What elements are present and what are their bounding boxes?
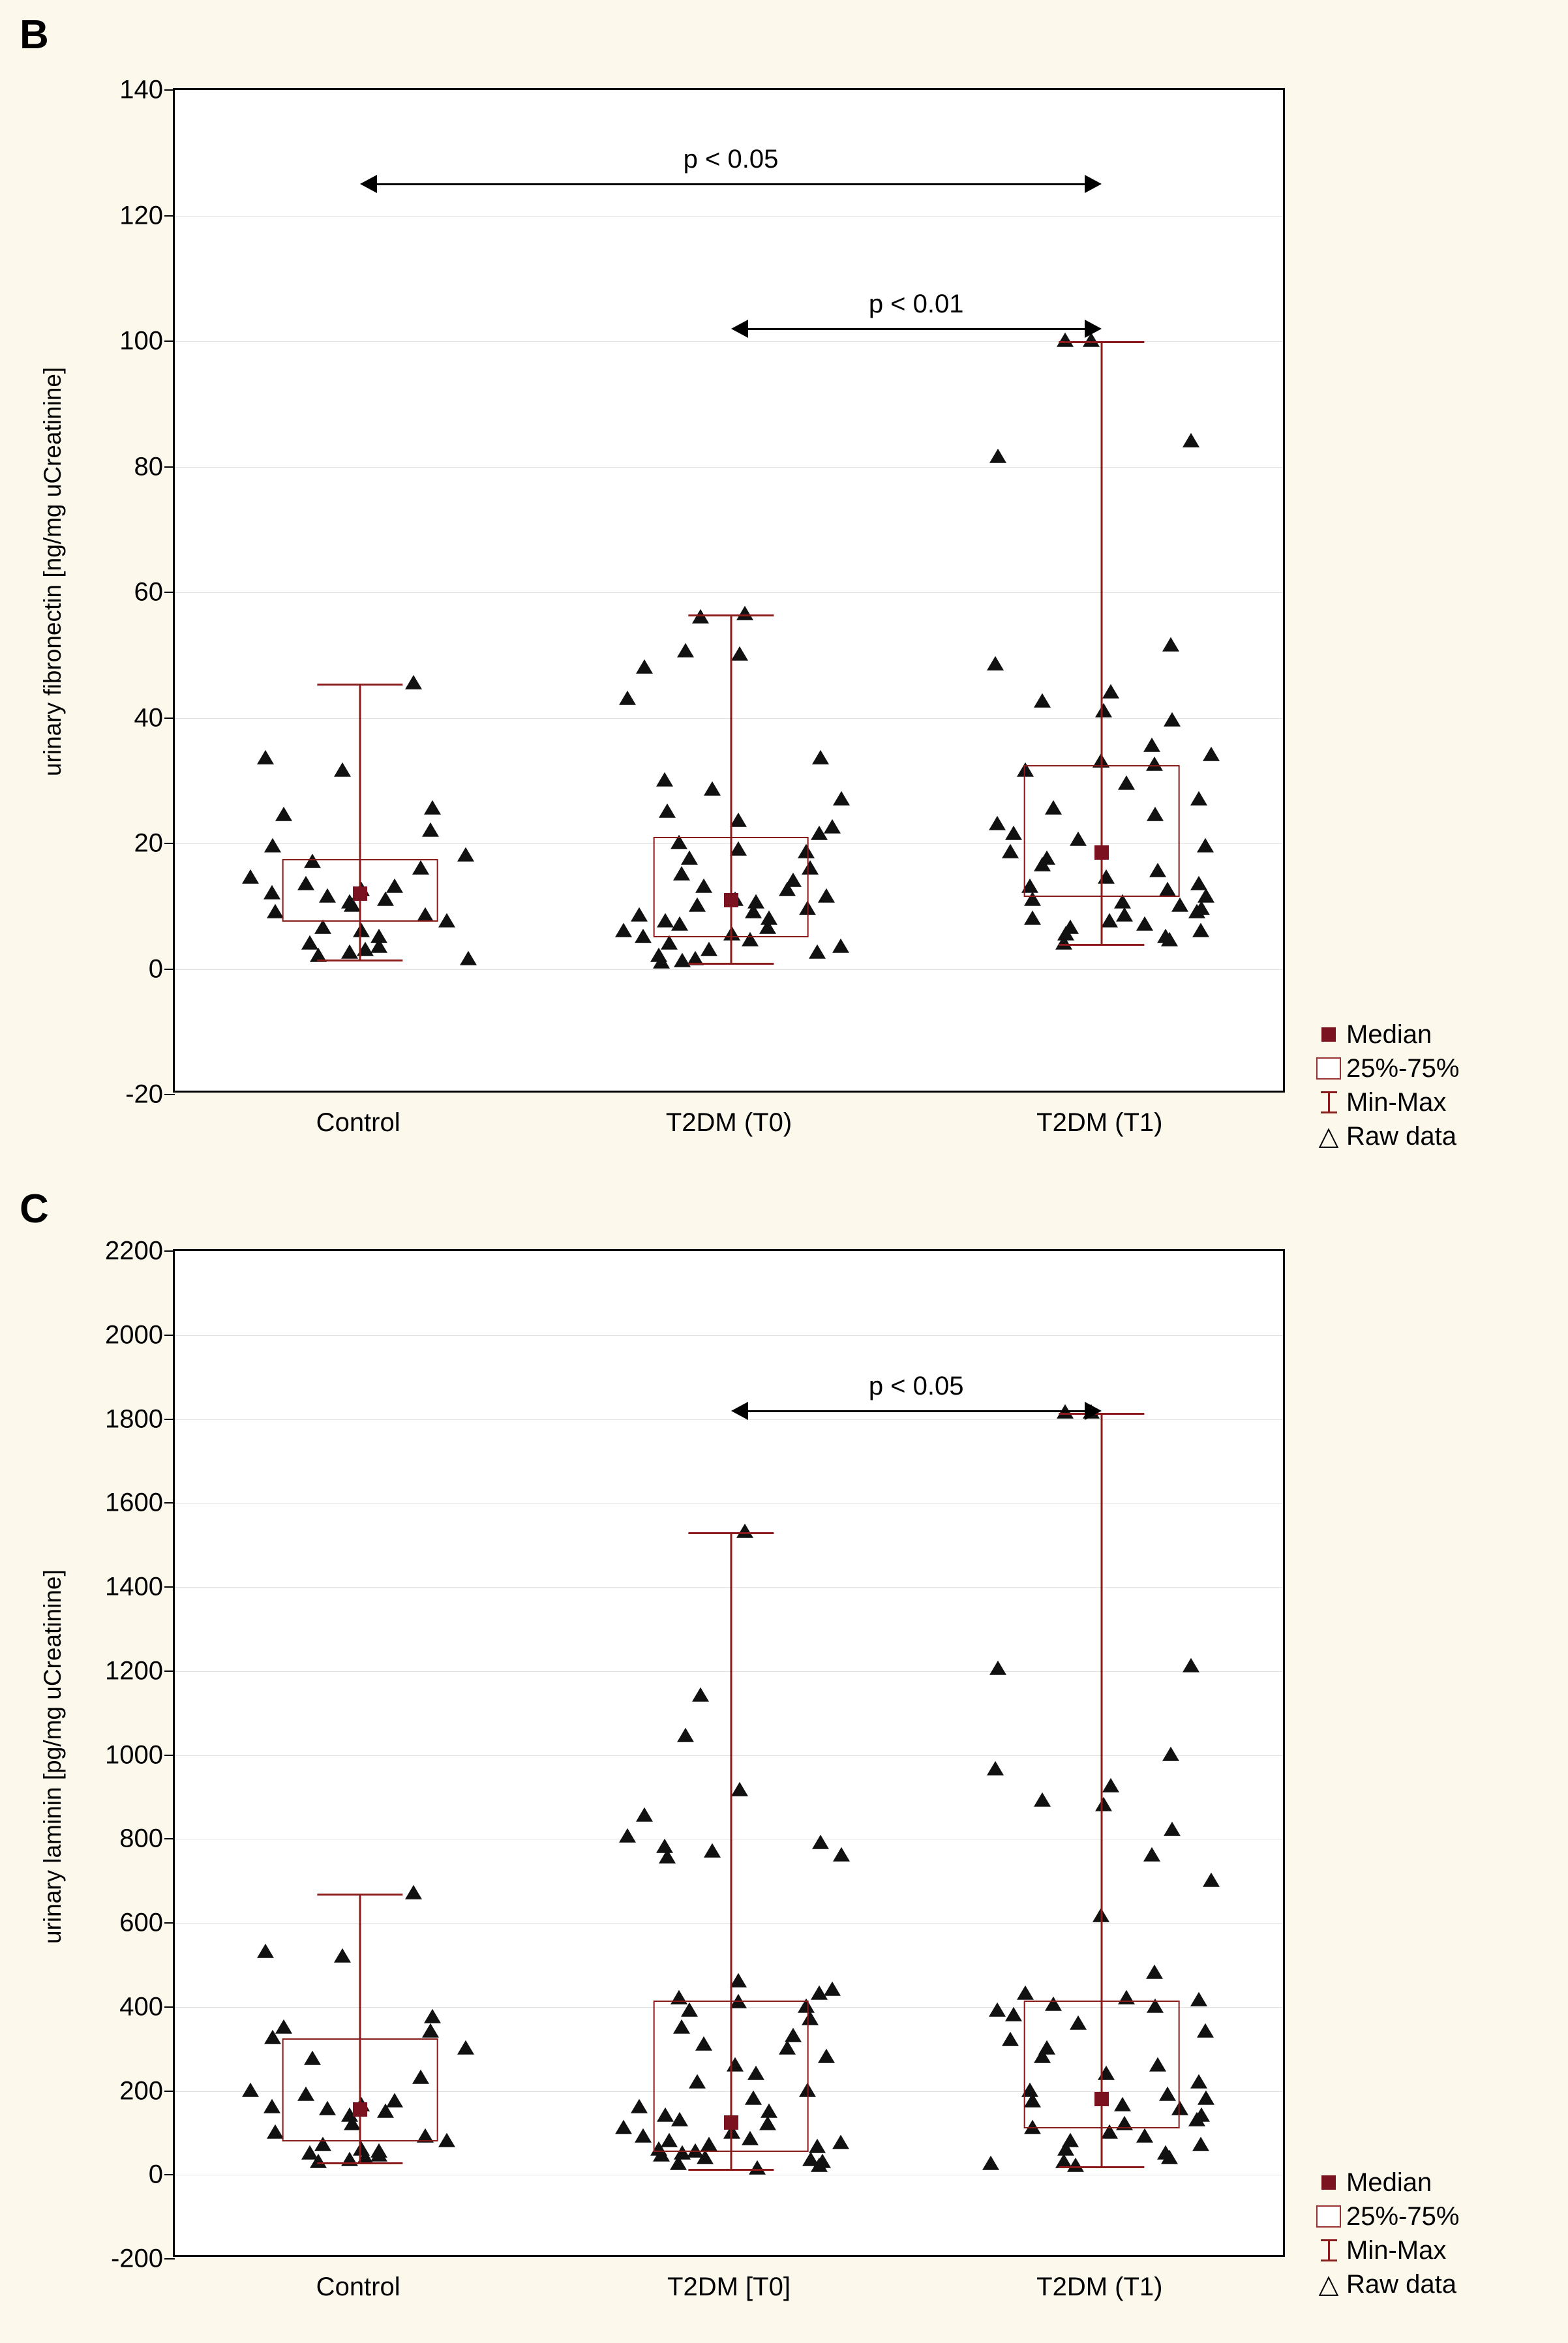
x-axis-tick-label: Control [316, 2273, 400, 2301]
y-axis-tick-label: 600 [119, 1908, 163, 1937]
y-axis-tick-mark [164, 1755, 175, 1756]
box-icon [1311, 2205, 1346, 2228]
y-axis-tick-label: 60 [134, 577, 163, 607]
raw-data-point [1161, 932, 1178, 946]
y-axis-tick-label: 800 [119, 1824, 163, 1853]
raw-data-point [989, 816, 1006, 830]
y-axis-tick-label: 80 [134, 452, 163, 481]
annotation-arrow-right [1085, 320, 1102, 338]
legend-item [1311, 2166, 1459, 2199]
y-axis-tick-label: 40 [134, 703, 163, 732]
y-axis-tick-label: -20 [125, 1080, 163, 1109]
raw-data-point [736, 605, 753, 620]
whisker-cap [1059, 341, 1144, 343]
raw-data-point [619, 690, 636, 704]
legend-label: Median [1346, 2168, 1432, 2197]
raw-data-point [424, 800, 441, 815]
panel-c-plot [105, 1236, 1285, 2301]
panel-c-y-axis-title: urinary laminin [pg/mg uCreatinine] [39, 1569, 66, 1944]
median-marker [1094, 845, 1109, 860]
gridline [175, 1419, 1283, 1420]
whisker-cap [688, 614, 774, 616]
raw-data-point [811, 825, 828, 839]
raw-data-point [1095, 703, 1112, 718]
panel-c-legend [1311, 2166, 1459, 2301]
y-axis-tick-mark [164, 969, 175, 970]
legend-label: Raw data [1346, 2269, 1456, 2299]
raw-data-point [1192, 923, 1209, 937]
raw-data-point [812, 1834, 829, 1849]
annotation-arrow-left [731, 320, 748, 338]
raw-data-point [267, 2124, 284, 2139]
raw-data-point [1190, 791, 1207, 805]
gridline [175, 1587, 1283, 1588]
raw-data-point [1136, 2128, 1153, 2143]
y-axis-tick-label: 1800 [105, 1404, 163, 1433]
y-axis-tick-mark [164, 718, 175, 719]
raw-data-point [704, 1843, 721, 1857]
raw-data-point [818, 888, 835, 903]
raw-data-point [987, 1761, 1004, 1776]
raw-data-point [809, 945, 826, 959]
raw-data-point [1002, 2032, 1019, 2046]
y-axis-tick-label: 1200 [105, 1656, 163, 1685]
min-max-icon [1311, 2239, 1346, 2261]
legend-item [1311, 1051, 1459, 1085]
whisker-cap [318, 2162, 403, 2164]
legend-item [1311, 1018, 1459, 1051]
raw-data-point [1005, 2006, 1022, 2021]
plot-frame [105, 1236, 1285, 2273]
y-axis-tick-mark [164, 466, 175, 468]
gridline [175, 1503, 1283, 1504]
y-axis-tick-mark [164, 1586, 175, 1588]
raw-data-point [631, 907, 648, 921]
raw-data-point [405, 1885, 422, 1899]
raw-data-point [1203, 747, 1220, 761]
y-axis-tick-mark [164, 1250, 175, 1252]
box-iqr [1023, 2001, 1179, 2128]
raw-data-point [670, 2156, 687, 2170]
raw-data-point [1005, 825, 1022, 839]
y-axis-tick-label: -200 [110, 2244, 163, 2273]
raw-data-point [653, 954, 670, 969]
annotation-line [373, 183, 1089, 185]
y-axis-tick-mark [164, 1094, 175, 1095]
raw-data-point [704, 781, 721, 796]
raw-data-point [242, 2082, 259, 2096]
legend-item [1311, 2267, 1459, 2301]
raw-data-point [749, 2160, 766, 2174]
raw-data-point [1101, 913, 1118, 928]
raw-data-point [989, 1660, 1006, 1674]
y-axis-tick-label: 400 [119, 1992, 163, 2021]
y-axis-tick-label: 0 [148, 2160, 163, 2189]
raw-data-point [1171, 898, 1188, 912]
raw-data-point [635, 2128, 652, 2143]
gridline [175, 718, 1283, 719]
panel-b-letter: B [20, 12, 49, 57]
raw-data-point [982, 2156, 999, 2170]
legend-label: Raw data [1346, 1121, 1456, 1151]
raw-data-point [818, 2049, 835, 2063]
y-axis-tick-mark [164, 2006, 175, 2008]
box-iqr [1023, 765, 1179, 897]
x-axis-tick-label: T2DM [T0] [667, 2273, 791, 2301]
significance-annotation [731, 289, 1102, 330]
raw-data-point [457, 2040, 474, 2055]
y-axis-tick-label: 200 [119, 2076, 163, 2105]
gridline [175, 1755, 1283, 1756]
box-iqr [653, 837, 809, 937]
raw-data-point [692, 1687, 709, 1702]
gridline [175, 969, 1283, 970]
raw-data-point [635, 929, 652, 943]
raw-data-point [1197, 838, 1214, 853]
raw-data-point [659, 804, 676, 818]
raw-data-point [310, 2154, 327, 2168]
raw-data-point [832, 939, 849, 953]
raw-data-point [1183, 1658, 1199, 1672]
median-marker [353, 2102, 367, 2117]
annotation-line [744, 328, 1089, 330]
y-axis-tick-mark [164, 1922, 175, 1924]
raw-data-point [989, 2003, 1006, 2017]
raw-data-point [242, 869, 259, 884]
y-axis-tick-label: 100 [119, 326, 163, 355]
y-axis-tick-mark [164, 2258, 175, 2260]
y-axis-tick-mark [164, 89, 175, 91]
y-axis-tick-mark [164, 2174, 175, 2175]
raw-data-point [615, 923, 632, 937]
legend-label: 25%-75% [1346, 2201, 1460, 2231]
raw-data-point [989, 449, 1006, 463]
raw-data-point [674, 953, 691, 967]
gridline [175, 1671, 1283, 1672]
y-axis-tick-mark [164, 215, 175, 217]
raw-data-point [1136, 916, 1153, 931]
box-icon [1311, 1057, 1346, 1080]
whisker-cap [688, 2169, 774, 2171]
panel-b-plot [119, 75, 1285, 1137]
legend-item [1311, 1119, 1459, 1153]
median-square-icon [1311, 2175, 1346, 2190]
whisker-cap [318, 960, 403, 961]
raw-data-point [636, 1807, 653, 1822]
annotation-line [744, 1410, 1089, 1412]
legend-item [1311, 2233, 1459, 2267]
annotation-label: p < 0.05 [868, 1371, 964, 1400]
triangle-icon: △ [1318, 1122, 1339, 1151]
raw-data-point [1143, 1847, 1160, 1862]
raw-data-point [1024, 910, 1041, 924]
gridline [175, 467, 1283, 468]
raw-data-point [341, 945, 358, 959]
y-axis-tick-mark [164, 843, 175, 844]
y-axis-tick-label: 1600 [105, 1488, 163, 1517]
raw-data-point [1188, 2111, 1205, 2126]
x-axis-tick-label: Control [316, 1108, 400, 1137]
annotation-arrow-right [1085, 175, 1102, 193]
legend-label: 25%-75% [1346, 1053, 1460, 1083]
significance-annotation [731, 1371, 1102, 1412]
whisker-cap [318, 684, 403, 686]
raw-data-point [631, 2099, 648, 2113]
raw-data-point [264, 2099, 280, 2113]
annotation-arrow-left [731, 1402, 748, 1420]
raw-data-point [460, 951, 477, 965]
raw-data-point [731, 646, 748, 661]
raw-data-point [659, 1849, 676, 1864]
raw-data-point [811, 2158, 828, 2172]
y-axis-tick-label: 140 [119, 75, 163, 104]
y-axis-tick-label: 20 [134, 828, 163, 858]
raw-data-point [1102, 684, 1119, 699]
raw-data-point [730, 813, 747, 827]
median-marker [724, 893, 738, 907]
triangle-icon: △ [1318, 2270, 1339, 2299]
raw-data-point [615, 2120, 632, 2134]
raw-data-point [438, 913, 455, 928]
raw-data-point [1192, 2137, 1209, 2151]
raw-data-point [1057, 333, 1074, 347]
raw-data-point [334, 763, 351, 777]
panel-b-legend [1311, 1018, 1459, 1153]
legend-item [1311, 2199, 1459, 2233]
raw-data-point [1034, 1792, 1051, 1807]
raw-data-point [833, 1847, 850, 1862]
median-marker [724, 2115, 738, 2130]
whisker-cap [1059, 1413, 1144, 1415]
raw-data-point [1161, 2149, 1178, 2164]
annotation-label: p < 0.05 [683, 145, 779, 174]
raw-data-point [275, 806, 292, 821]
raw-data-point [736, 1524, 753, 1538]
raw-data-point [731, 1782, 748, 1796]
y-axis-tick-mark [164, 1838, 175, 1839]
gridline [175, 592, 1283, 593]
raw-data-point [457, 847, 474, 862]
raw-data-point [677, 1727, 694, 1742]
raw-data-point [438, 2133, 455, 2147]
y-axis-tick-mark [164, 592, 175, 593]
raw-data-point [1183, 433, 1199, 447]
whisker-cap [688, 1532, 774, 1534]
annotation-arrow-right [1085, 1402, 1102, 1420]
panel-c [0, 1174, 1568, 2343]
significance-annotation [360, 145, 1102, 185]
gridline [175, 1923, 1283, 1924]
whisker-cap [318, 1894, 403, 1896]
raw-data-point [257, 1944, 274, 1958]
x-axis-tick-label: T2DM (T0) [665, 1108, 792, 1137]
raw-data-point [812, 750, 829, 764]
y-axis-tick-mark [164, 2091, 175, 2092]
raw-data-point [1143, 738, 1160, 752]
legend-label: Min-Max [1346, 1087, 1447, 1117]
whisker-cap [1059, 2166, 1144, 2168]
y-axis-tick-label: 120 [119, 201, 163, 230]
x-axis-tick-label: T2DM (T1) [1036, 1108, 1163, 1137]
raw-data-point [832, 2135, 849, 2149]
gridline [175, 1335, 1283, 1336]
raw-data-point [1162, 637, 1179, 652]
raw-data-point [1102, 1778, 1119, 1792]
annotation-arrow-left [360, 175, 377, 193]
raw-data-point [422, 823, 439, 837]
legend-label: Median [1346, 1020, 1432, 1049]
raw-data-point [264, 2030, 281, 2044]
y-axis-tick-label: 1400 [105, 1572, 163, 1601]
raw-data-point [1188, 904, 1205, 918]
raw-data-point [1162, 1746, 1179, 1761]
annotation-label: p < 0.01 [868, 289, 964, 318]
panel-b-y-axis-title: urinary fibronectin [ng/mg uCreatinine] [39, 367, 66, 776]
raw-data-point [257, 750, 274, 764]
plot-frame [119, 75, 1285, 1109]
raw-data-point [264, 838, 281, 853]
raw-data-point [424, 2009, 441, 2023]
raw-data-point [1095, 1797, 1112, 1811]
raw-data-point [1198, 2091, 1214, 2105]
y-axis-tick-label: 2200 [105, 1236, 163, 1265]
raw-data-point [1197, 2023, 1214, 2038]
y-axis-tick-label: 0 [148, 954, 163, 983]
raw-data-point [730, 1973, 747, 1988]
raw-data-point [334, 1948, 351, 1962]
raw-data-point [636, 659, 653, 673]
raw-data-point [1190, 2074, 1207, 2088]
raw-data-point [353, 923, 370, 937]
raw-data-point [833, 791, 850, 805]
y-axis-tick-label: 2000 [105, 1320, 163, 1350]
y-axis-tick-mark [164, 340, 175, 342]
x-axis-tick-label: T2DM (T1) [1036, 2273, 1163, 2301]
raw-data-point [1067, 2158, 1084, 2172]
raw-data-point [619, 1828, 636, 1843]
raw-data-point [1002, 844, 1019, 858]
raw-data-point [677, 643, 694, 658]
y-axis-tick-mark [164, 1670, 175, 1672]
raw-data-point [1034, 693, 1051, 708]
raw-data-point [1146, 1965, 1163, 1979]
raw-data-point [267, 904, 284, 918]
y-axis-tick-label: 1000 [105, 1740, 163, 1769]
median-marker [353, 886, 367, 901]
raw-data-point [1116, 907, 1133, 921]
raw-data-point [1190, 1992, 1207, 2006]
box-iqr [282, 2038, 438, 2141]
min-max-icon [1311, 1091, 1346, 1113]
raw-data-point [264, 885, 280, 899]
whisker-cap [1059, 944, 1144, 946]
gridline [175, 216, 1283, 217]
raw-data-point [422, 2023, 439, 2038]
raw-data-point [1164, 712, 1181, 727]
median-square-icon [1311, 1027, 1346, 1042]
y-axis-tick-mark [164, 1335, 175, 1336]
y-axis-tick-mark [164, 1502, 175, 1504]
raw-data-point [656, 772, 673, 787]
raw-data-point [1017, 1986, 1034, 2000]
panel-c-letter: C [20, 1187, 49, 1232]
y-axis-tick-mark [164, 1419, 175, 1420]
median-marker [1094, 2092, 1109, 2106]
raw-data-point [987, 656, 1004, 670]
legend-label: Min-Max [1346, 2235, 1447, 2265]
raw-data-point [1164, 1822, 1181, 1836]
raw-data-point [405, 674, 422, 689]
raw-data-point [1203, 1872, 1220, 1886]
legend-item [1311, 1085, 1459, 1119]
whisker-cap [688, 963, 774, 965]
raw-data-point [1055, 935, 1072, 950]
